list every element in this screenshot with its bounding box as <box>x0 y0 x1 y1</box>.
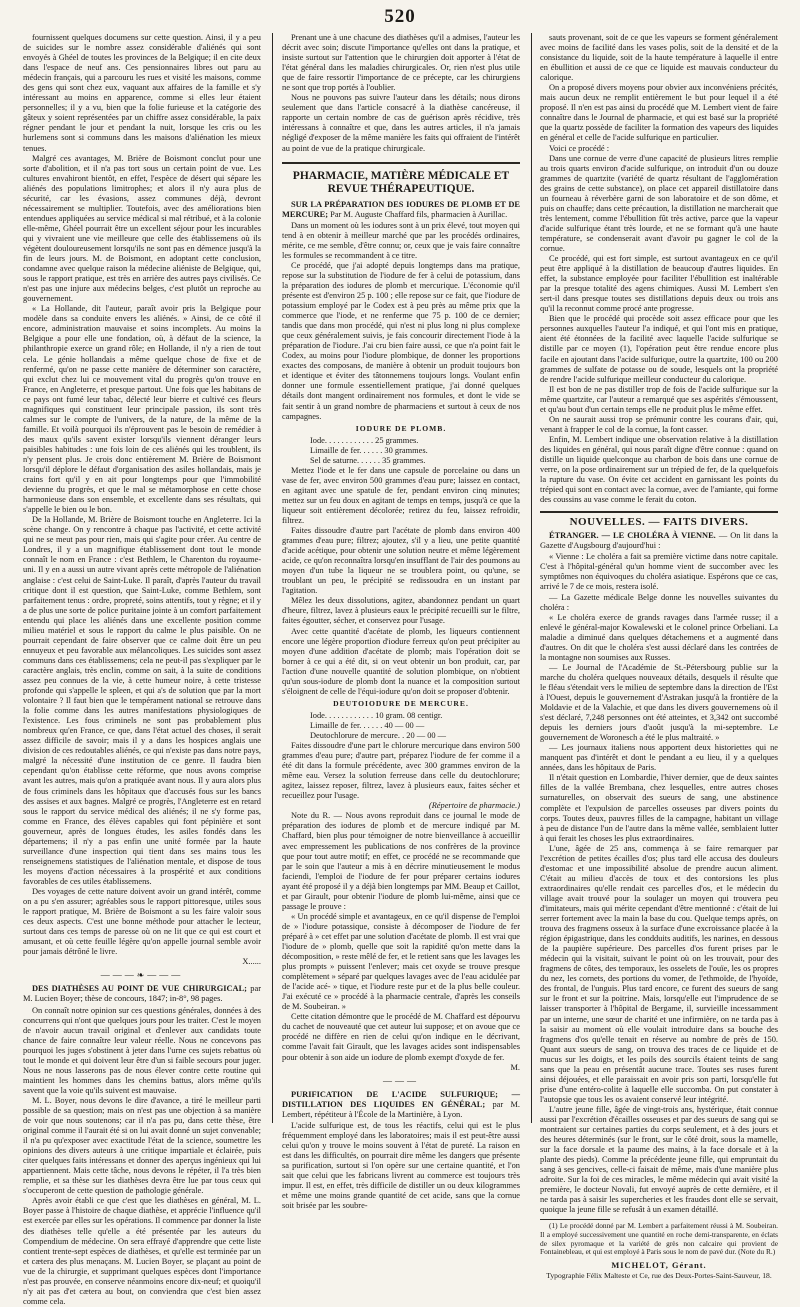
ornament-divider: ——— <box>383 1075 419 1086</box>
article-byline: par M. Lucien Boyer; thèse de concours, 1847; in-8°, 98 pages. <box>23 984 261 1004</box>
paragraph: Mêlez les deux dissolutions, agitez, abandonnez pendant un quart d'heure, filtrez, lavez à plusieurs eaux le précipité recueilli sur le filtre, faites égoutter, sécher, et conservez pour l'usage. <box>282 596 520 626</box>
footnote-rule <box>540 1219 610 1220</box>
paragraph: Ce procédé, que j'ai adopté depuis longtemps dans ma pratique, repose sur la substitution de l'iodure de fer à celui de potassium, dans la préparation des iodures de plomb et mercurique. L'économie qu'il présente est d'environ 25 p. 100 ; elle repose sur ce fait, que l'iodure de potassium employé par le Codex est à peu près au même prix que la commerce que l'iode, et ne renferme que 75 p. 100 de ce dernier; tandis que dans mon procédé, qui n'est ni plus long ni plus complexe que ceux généralement suivis, je fais concourir directement l'iode à la préparation de l'iodure. J'ai cru bien faire aussi, ce que n'a point fait le Codex, au moins pour l'iodure plombique, de donner les proportions exactes des composans, de manière à obtenir un produit toujours bon et identique et éviter des tâtonnemens toujours longs. Voulant enfin donner une formule essentiellement pratique, j'ai donné quelques détails dont mangent ordinairement nos formules, et dont le vide se fait sentir à un grand nombre de pharmaciens et surtout à ceux de nos campagnes. <box>282 260 520 421</box>
paragraph: L'acide sulfurique est, de tous les réactifs, celui qui est le plus fréquemment employé dans les laboratoires; mais il est peut-être aussi celui qu'on y trouve le moins souvent à l'état de pureté. La raison en est dans les difficultés, on pourrait dire même les dangers que présente sa purification, surtout si l'on opère sur une certaine quantité, et l'on sait que celui que les fabricans livrent au commerce est toujours très impur. Il est, en effet, très difficile de distiller un ou deux kilogrammes et même une moins grande quantité de cet acide, sans que la cornue soit brisée par les soubre- <box>282 1120 520 1211</box>
paragraph: Dans un moment où les iodures sont à un prix élevé, tout moyen qui tend à en obtenir à meilleur marché que par les procédés ordinaires, mérite, ce me semble, d'être connu; or, ceux que je vais faire connaître les formules se recommandent à ce titre. <box>282 220 520 260</box>
footnote: (1) Le procédé donné par M. Lembert a parfaitement réussi à M. Soubeiran. Il a employé successivement une quantité en roche demi-transparente, en éclats de silex pyromaque et la variété de grès non calcaire qui provient de Fontainebleau, et qui est employé à Paris sous le nom de pavé dur. (Note du R.) <box>540 1221 778 1257</box>
recipe-line: Sel de saturne. . . . . . 35 grammes. <box>310 455 426 465</box>
recipe-line: Iode. . . . . . . . . . . . 25 grammes. <box>310 435 419 445</box>
paragraph: — La Gazette médicale Belge donne les nouvelles suivantes du choléra : <box>540 592 778 612</box>
paragraph: — Les journaux italiens nous apportent deux historiettes qui ne manquent pas d'intérêt et dont le pendant a eu lieu, il y a quelques années, dans les hôpitaux de Paris. <box>540 743 778 773</box>
paragraph: Après avoir établi ce que c'est que les diathèses en général, M. L. Boyer passe à l'histoire de chaque diathèse, et apprécie l'influence qu'il est exercée par elles sur les opérations. Il commence par donner la liste des diathèses telle qu'elle a été présentée par les auteurs du Compendium de médecine. On sera effrayé d'apprendre que cette liste contient trente-sept espèces de diathèses, et qu'elle est terminée par un et cætera des plus menaçans. M. Lucien Boyer, se plaçant au point de vue de la chirurgie, et supprimant quelques espèces dont l'importance n'est pas prouvée, en conserve néanmoins encore dix-neuf; et quoiqu'il n'y ait pas d'et cætera au bout, on conviendra que c'est bien assez comme cela. <box>23 1196 261 1306</box>
paragraph: Des voyages de cette nature doivent avoir un grand intérêt, comme on a pu s'en assurer; agréables sous le rapport pittoresque, utiles sous le rapport pratique, M. Brière de Boismont a su les faire valoir sous ces deux aspects. C'est une bonne méthode pour attacher le lecteur, surtout dans ces temps de paresse où on ne lit que ce qui est court et amusant, et où cette feuille légère qu'on appelle journal semble avoir pour jamais détrôné le livre. <box>23 886 261 957</box>
article-byline: Par M. Auguste Chaffard fils, pharmacien à Aurillac. <box>328 209 508 219</box>
paragraph: Malgré ces avantages, M. Brière de Boismont conclut pour une sorte d'abolition, et il n'a pas tort sous un certain point de vue. Les cultures envahiront bientôt, en effet, l'espèce de désert qui sépare les aliénés des populations limitrophes; et alors il n'y aura plus de sécurité, car les évasions, assez communes déjà, devront nécessairement se multiplier. Toutefois, avec des améliorations bien entendues appliquées au service médical si mal rétribué, et à la colonie elle-même, Ghéel pourrait être un excellent séjour pour les incurables qui y vivraient une vie meilleure que celle des établissemens où ils végètent douloureusement lorsqu'ils ne sont pas en démence jusqu'à la fin de leurs jours. M. de Boismont, en adoptant cette conclusion, condamne avec quelque raison la médecine aliéniste de Belgique, qui, sous le rapport pratique, est très en arrière des autres pays civilisés. Ce n'est pas une injure aux médecins belges, c'est plutôt un reproche au gouvernement. <box>23 153 261 304</box>
paragraph: Bien que le procédé qui procède soit assez efficace pour que les personnes auxquelles l'auteur l'a indiqué, et qui l'ont mis en pratique, aient été étonnées de la facilité avec laquelle l'acide sulfurique se distille par ce moyen (1), l'opération peut être rendue encore plus facile en ajoutant dans l'acide sulfurique, outre la quartzite, 100 ou 200 grammes de sulfate de potasse ou de soude, lesquels ont la propriété de rendre l'acide sulfurique meilleur conducteur du calorique. <box>540 314 778 384</box>
news-title-text: ÉTRANGER. — LE CHOLÉRA À VIENNE. <box>549 531 716 541</box>
recipe-line: Limaille de fer. . . . . . 30 grammes. <box>310 445 428 455</box>
paragraph: On a proposé divers moyens pour obvier aux inconvéniens précités, mais aucun deux ne remplit entièrement le but pour lequel il a été proposé. Il n'en est pas ainsi du procédé que M. Lembert vient de faire connaître dans le Journal de pharmacie, et qui est basé sur la propriété que la quartz possède de faciliter la formation des vapeurs des liquides en général et celle de l'acide sulfurique en particulier. <box>540 83 778 143</box>
paragraph: Faites dissoudre d'autre part l'acétate de plomb dans environ 400 grammes d'eau pure; filtrez; ajoutez, s'il y a lieu, une petite quantité d'acide acétique, pour obtenir une solution neutre et même légèrement acide, ce qu'on reconnaîtra lorsqu'en insufflant de l'air des poumons au moyen d'un tube la liqueur ne se troublera point, ou qu'une, se troublant un peu, le précipité se redissoudra en un instant par l'agitation. <box>282 526 520 596</box>
paragraph: M. L. Boyer, nous devons le dire d'avance, a tiré le meilleur parti possible de sa question; mais on n'est pas une objection à sa manière de voir que nous soutenons; car il n'a pas pu, dans cette thèse, être original comme il l'aurait été si on lui avait donné un sujet convenable; il n'a pu qu'exposer avec exactitude l'état de la science, soumettre les opinions des divers auteurs à une critique impartiale et éclairée, puis citer quelques faits intéressans et donner des aperçus ingénieux qui lui appartiennent. Mais cette tâche, nous devons le répéter, il l'a très bien remplie, et sa thèse sur les diathèses devra être lue par tous ceux qui s'occuperont de cette question de pathologie générale. <box>23 1095 261 1196</box>
paragraph: Nous ne pouvons pas suivre l'auteur dans les détails; nous dirons seulement que dans l'article consacré à la diathèse cancéreuse, il rapporte un certain nombre de cas de guérison après récidive, très intéressans à connaître et que, dans les autres articles, il n'a jamais négligé d'exposer de la même manière les faits qui offraient de l'intérêt au point de vue de la pratique chirurgicale. <box>282 93 520 153</box>
signature: X...... <box>242 957 261 967</box>
paragraph: Avec cette quantité d'acétate de plomb, les liqueurs contiennent encore une légère proportion d'iodure ferreux qu'on peut précipiter au moyen d'une addition d'acétate de plomb; mais l'opération doit se borner à ce qui a été dit, si on veut obtenir un bon produit, car, par l'action d'une nouvelle quantité de solution plombique, on n'obtient qu'un sous-iodure de plomb dont la nuance et la composition surtout s'éloignent de celle de l'équi-iodure qu'on doit se proposer d'obtenir. <box>282 626 520 696</box>
paragraph: Enfin, M. Lembert indique une observation relative à la distillation des liquides en général, qui nous paraît digne d'être connue : quand on distille un liquide quelconque au charbon de bois dans une cornue de verre, on la pose ordinairement sur un trépied de fer, de la quelquefois la rupture du vase. On évite cet accident en garnissant les points du trépied qui sont en contact avec la cornue, avec de l'amiante, qui forme des coussins au vase comme le ferait du coton. <box>540 434 778 505</box>
paragraph: Il n'était question en Lombardie, l'hiver dernier, que de deux saintes filles de la vallée Brembana, chez lesquelles, entre autres choses surnaturelles, on observait des sueurs de sang, une abstinence complète et l'expulsion de parcelles osseuses par divers points du corps. Toutes deux, pauvres filles de la campagne, habitant un village à peu de distance l'un de l'autre dans la même vallée, semblaient lutter à qui ferait les choses les plus extraordinaires. <box>540 773 778 843</box>
paragraph: fournissent quelques documens sur cette question. Ainsi, il y a peu de suicides sur le nombre assez considérable d'aliénés qui sont envoyés à Ghéel de toutes les provinces de la Belgique; il en cite deux dans l'espace de neuf ans. Ces pensionnaires libres out paru au médecin français, qui a parcouru les rues et visité les maisons, comme des gens qui sont chez eux, vaquant aux affaires de la famille et s'y intéressant au moins en apparence, comme si elles leur étaient personnelles; il y a vu, bien que la folie furieuse et la catégorie des gâteux y soient représentées par un chiffre assez considérable, la paix régner pendant le jour et pendant la nuit, lorsque les cris ou les hurlemens sont si communs dans les maisons d'aliénation les mieux tenues. <box>23 33 261 153</box>
gerant-line: MICHELOT, Gérant. <box>611 1260 707 1270</box>
source-reference: (Répertoire de pharmacie.) <box>428 801 520 811</box>
article-title-text: SUR LA PRÉPARATION DES IODURES DE PLOMB ET DE MERCURE; <box>282 199 520 219</box>
paragraph: L'autre jeune fille, âgée de vingt-trois ans, hystérique, était connue aussi par l'excrétion d'écailles osseuses et par des sueurs de sang qui se montraient sur certaines parties du corps seulement, et à des jours et des heures déterminés (sur le front, sur le côté droit, sous la mamelle, sur la face dorsale et la paume des mains, à la face dorsale et à la plante des pieds). Comme la précédente jeune fille, qui empruntait du sang à ses gencives, celle-ci faisait de même, mais d'une manière plus adroite. Sur la foi de ces miracles, le même médecin qui avait visité la première, le docteur Novali, fut envoyé auprès de cette dernière, et il ne tarda pas à saisir les supercheries et les fraudes dont elle se servait, quoique la jeune fille se refusât à un examen détaillé. <box>540 1104 778 1215</box>
paragraph: « Vienne : Le choléra a fait sa première victime dans notre capitale. C'est à l'hôpital-général qu'un homme vient de succomber avec les symptômes non équivoques du choléra asiatique. Espérons que ce cas, arrivé le 7 de ce mois, restera isolé. <box>540 552 778 592</box>
paragraph: On connaît notre opinion sur ces questions générales, données à des concurrens qui n'ont que quelques jours pour les traiter. C'est le moyen de n'avoir aucun travail original et d'enlever aux candidats toute chance de faire connaître leur valeur réelle. Nous ne concevons pas pourquoi les juges s'obstinent à jeter dans l'urne ces sujets rebattus où tout le monde et qui doivent leur être d'un si faible secours pour juger. Nous ne nous lasserons pas de nous élever contre cette routine qui maintient les hommes dans les chemins battus, alors même qu'ils savent que la voie qu'ils suivent est mauvaise. <box>23 1005 261 1095</box>
paragraph: Voici ce procédé : <box>549 143 610 153</box>
article-title-text: DES DIATHÈSES AU POINT DE VUE CHIRURGICAL; <box>32 984 247 994</box>
column-middle <box>282 33 520 1211</box>
paragraph: Faites dissoudre d'une part le chlorure mercurique dans environ 500 grammes d'eau pure; d'autre part, préparez l'iodure de fer comme il a été dit dans la formule précédente, avec 300 grammes environ de la même eau. Versez la solution ferreuse dans celle du deutochlorure; agitez, laissez reposer, filtrez, lavez à plusieurs eaux, faites sécher et recueillez pour l'usage. <box>282 741 520 801</box>
article-title <box>282 200 520 220</box>
news-heading: NOUVELLES. — FAITS DIVERS. <box>540 511 778 527</box>
ornament-divider: ———❧——— <box>100 970 184 981</box>
paragraph: Il est bon de ne pas distiller trop de fois de l'acide sulfurique sur la même quartzite, car l'auteur a remarqué que ses aspérités s'émoussent, et qu'au bout d'un certain temps elle ne produit plus le même effet. <box>540 384 778 414</box>
paragraph: On ne saurait aussi trop se prémunir contre les courans d'air, qui, venant à frapper le col de la cornue, la font casser. <box>540 414 778 434</box>
paragraph: « La Hollande, dit l'auteur, paraît avoir pris la Belgique pour modèle dans sa conduite envers les aliénés. » Ainsi, de ce côté il encore, administration mauvaise et soins incomplets. Au moins la Belgique a pour elle une fondation, où, à défaut de la science, la philanthropie exerce un grand rôle; en Hollande, il n'y a rien de tout cela. Le génie hollandais a même quelque chose de fixe et de renfermé, qu'on ne passe cette manière de déterminer son caractère, qui exclut chez lui ce mouvement vital du progrès qu'on trouve en France, en Angleterre, et presque partout. Une fois que les habitans de ce pays ont fumé leur tabac, délecté leur bierre et cultivé ces fleurs magnifiques qui constituent leur principale passion, ils sont très calmes sur le compte de l'univers, de la nature, de la même de la famille. Et voilà pourquoi ils n'éprouvent pas le besoin de remédier à des maux qu'ils savent exister lorsqu'ils viennent déranger leurs paisibles habitudes : une fois loin de ces aliénés qui les troublent, ils n'y pensent plus. Je crois donc entièrement M. Brière de Boismont lorsqu'il déplore le défaut d'organisation des asiles hollandais, mais je crains fort qu'il y en ait pour longtemps pour que l'immobilité devienne du progrès, et que le mal se métamorphose en cette chose harmonieuse dans son ensemble, et excellente dans ses résultats, qui s'appelle le bien ou le bon. <box>23 304 261 515</box>
paragraph: Cette citation démontre que le procédé de M. Chaffard est dépourvu du cachet de nouveauté que cet auteur lui suppose; et on avoue que ce procédé ne diffère en rien de celui qu'on indique en le décrivant, comme l'avait fait Girault, que les lavages acides sont indispensables pour obtenir à son aide un iodure de plomb exempt d'oxyde de fer. <box>282 1012 520 1062</box>
page-number: 520 <box>384 6 416 27</box>
column-rule <box>272 33 273 1123</box>
recipe-line: Deutochlorure de mercure. . 20 — 00 — <box>310 731 447 740</box>
news-lead: — On lit dans la Gazette d'Augsbourg d'aujourd'hui : <box>540 531 778 551</box>
column-right <box>540 33 778 1280</box>
paragraph: « Un procédé simple et avantageux, en ce qu'il dispense de l'emploi de » l'iodure potassique, consiste à décomposer de l'iodure de fer préparé à » cet effet par une solution d'acétate de plomb. Il est vrai que l'iodure de » plomb, quelle que soit la rapidité qu'on mette dans la décomposition, » reste mêlé de fer, et le retient sans que les lavages les plus prompts » puissent l'enlever; mais cet oxyde se trouve presque complètement » séparé par quelques lavages avec de l'eau acidulée par de l'acide acé- » tique, et l'iodure reste pur et de la plus belle couleur. J'ai exécuté ce » procédé à la pharmacie centrale, d'après les conseils de M. Soubeiran. » <box>282 911 520 1012</box>
column-rule <box>531 33 532 1123</box>
recipe-title: DEUTOIODURE DE MERCURE. <box>333 698 469 708</box>
paragraph: sauts provenant, soit de ce que les vapeurs se forment généralement avec moins de facilité dans les vases polis, soit de la densité et de la consistance du liquide, soit de la haute température à laquelle il entre en ébullition et aussi de ce que ce liquide est mauvais conducteur du calorique. <box>540 33 778 83</box>
paragraph: Note du R. — Nous avons reproduit dans ce journal le mode de préparation des iodures de plomb et de mercure indiqué par M. Chaffard, bien plus pour témoigner de notre bienveillance à accueillir avec empressement les publications de nos confrères de la province que pour tout autre motif; en effet, ce procédé ne se recommande que par le soin que l'auteur a mis à en décrire minutieusement le modus faciendi, l'emploi de l'iodure de fer pour préparer certains iodures ayant été proposé il y a déjà bien longtemps par MM. Beaup et Caillot, et par Girault, pour obtenir l'iodure de plomb lui-même, ainsi que ce passage le prouve : <box>282 811 520 911</box>
section-heading: PHARMACIE, MATIÈRE MÉDICALE ET REVUE THÉRAPEUTIQUE. <box>282 162 520 196</box>
recipe-line: Iode. . . . . . . . . . . . 10 gram. 08 centigr. <box>310 710 443 720</box>
signature: M. <box>510 1062 520 1072</box>
paragraph: — Le Journal de l'Académie de St.-Pétersbourg publie sur la marche du choléra quelques nouveaux détails, desquels il résulte que le fléau s'étendait vers le milieu de septembre dans la direction de l'Est à l'Ouest, depuis le gouvernement d'Astrakan jusqu'à la frontière de la Moldavie et de la Valachie, et que dans les divers gouvernemens où il s'est déclaré, 7,248 personnes ont été atteintes, et 3,342 ont succombé depuis les derniers jours d'août jusqu'à la mi-septembre. Le gouvernement de Woronesch a été le plus maltraité. » <box>540 662 778 743</box>
article-byline: par M. Lembert, répétiteur à l'École de la Martinière, à Lyon. <box>282 1099 520 1119</box>
imprint <box>540 1261 778 1281</box>
article-title-text: PURIFICATION DE L'ACIDE SULFURIQUE; — DISTILLATION DES LIQUIDES EN GÉNÉRAL; <box>282 1089 520 1109</box>
paragraph: De la Hollande, M. Brière de Boismont touche en Angleterre. Ici la scène change. On y rencontre à chaque pas l'activité, et cette activité qui ne se meut pas pour rien, mais qui s'agite pour créer. Au centre de Londres, il y a un magnifique établissement dont tout le monde connaît le nom en France : c'est Bethlem, le Charenton du royaume-uni. Il y en a aussi un autre vivant après cette métropole de l'aliénation anglaise : c'est celui de Saint-Luke. Il paraît, d'après l'auteur du travail critique dont il est question, que Saint-Luke, comme Bethlem, sont parfaitement tenus : ordre, propreté, soins attentifs, tout y règne; et il y a de plus une sorte de police puritaine jointe à un comfort parfaitement entendu qui place les aliénés dans une excellente position comme milieu matériel et sous le rapport du calme le plus paisible. On ne pourrait cependant de faire observer que ce calme doit être un peu ennuyeux et peu favorable aux mélancoliques. Les suicides sont assez communs dans ces établissemens; cela ne peut-il pas s'expliquer par le caractère anglais, très enclin, comme on sait, à la suite de conditions assez peu connues de la vie, à cette humeur noire, à cette tristesse profonde qui s'appelle le spleen, et qui a's de solution que par la mort volontaire ? Il faut bien que le tempérament national se retrouve dans la folie comme dans les autres manifestations physiologiques de l'existence. Les fous criminels ne sont pas probablement plus nombreux qu'en France, ce que, dans l'état actuel des choses, il serait assez difficile de savoir; mais il y a dans les hospices anglais une division de ces redoutables aliénés, ce qui n'existe pas dans notre pays, malgré la nécessité d'une institution de ce genre. Il faudra bien cependant qu'on établisse cette réforme, que nous avons comprise avant les autres, mais qu'on a pratiquée avant nous. Il y aura alors plus de fous criminels dans les hôpitaux que d'accusés fous sur les bancs des assises et aux bagnes. Malgré ce progrès, l'Angleterre est en retard sous le rapport du service médical des aliénés; il ne s'y forme pas, comme en France, des élèves capables qui font pépinière et sont gouverneur, après de longues études, les asiles fondés dans les départemens; il n'y a pas enfin une unité formée par la haute surveillance d'une inspection qui tient dans ses mains tous les renseignemens statistiques de l'aliénation mentale, et dispose de tous les moyens d'action nécessaires à la prospérité et aux conditions favorables de ces utiles établissemens. <box>23 515 261 886</box>
recipe-line: Limaille de fer. . . . . . 40 — 00 — <box>310 720 425 730</box>
paragraph: « Le choléra exerce de grands ravages dans l'armée russe; il a enlevé le général-major Kowalewski et le colonel prince Orbeliani. La maladie a diminué dans quelques détachemens et a augmenté dans d'autres. On dit que le choléra s'est aussi déclaré dans les contrées de la montagne non soumises aux Russes. <box>540 612 778 662</box>
printer-line: Typographie Félix Malteste et Ce, rue des Deux-Portes-Saint-Sauveur, 18. <box>546 1270 772 1280</box>
news-title <box>540 531 778 551</box>
paragraph: Mettez l'iode et le fer dans une capsule de porcelaine ou dans un vase de fer, avec environ 500 grammes d'eau pure; laissez en contact, en agitant avec une spatule de fer, pendant environ cinq minutes; mettez sur un feu doux en agitant de temps en temps, jusqu'à ce que la liqueur soit entièrement décolorée; retirez du feu, laissez refroidir, filtrez. <box>282 465 520 526</box>
article-title <box>282 1090 520 1120</box>
paragraph: L'une, âgée de 25 ans, commença à se faire remarquer par l'excrétion de petites écailles d'os; plus tard elle accusa des douleurs d'estomac et une impossibilité absolue de prendre aucun aliment. C'était au milieu d'accès de toux et des contorsions les plus extraordinaires qu'elle rendait ces parcelles d'os, et le médecin du village avait trouvé pour la soulager un moyen qui trouvera peu d'imitateurs, mais qui mérite cependant d'être mentionné : c'était de lui serrer fortement avec la main la base du cou. Quelque temps après, on trouva des fragmens osseux à la surface d'une excroissance placée à la région épigastrique, dans les condduits auditifs, les narines, en dessous de la paupière supérieure. Des parcelles d'os furent prises par le médecin qui la visitait, suivant le point où on les trouvait, pour des fragmens de côtes, des temporaux, les osselets de l'ouïe, les os propres du nez, les cornets, des portions du vomer, de l'ethmoïde, de l'hyoïde, des frontal, de l'unguis. Plus tard encore, ce furent des sueurs de sang sur le front et sur la poitrine. Mais, lorsqu'elle eut l'imprudence de se laisser transporter à l'hôpital de Bergame, il, survieille incessamment par un interne, une sœur de charité et une infirmière, on ne tarda pas à la saisir au moment où elle voulait introduire dans sa bouche des fragmens d'os qu'elle tenait en réserve au nombre de près de 150. Quant aux sueurs de sang, on trouva des traces de ce liquide et de mucus sur les doigts, et les poils des sourcils étaient teints de sang sans que la peau en présentât aucune trace. Toutes ses ruses furent ainsi déjouées, et elle paraissait en avoir pris son parti, lorsqu'elle fut prise d'une entéro-colite à laquelle elle succomba. On put constater à l'autopsie que tous les os avaient conservé leur intégrité. <box>540 843 778 1104</box>
recipe-title: IODURE DE PLOMB. <box>355 423 447 433</box>
article-title <box>23 984 261 1004</box>
paragraph: Ce procédé, qui est fort simple, est surtout avantageux en ce qu'il peut être appliqué à la distillation de beaucoup d'autres liquides. En effet, la substance employée pour faciliter l'ébullition est inaltérable par la presque totalité des agens chimiques. Aussi M. Lembert s'en sert-il dans presque toutes ses distillations depuis deux ou trois ans qu'il la reconnut comme procé ante progresse. <box>540 254 778 314</box>
paragraph: Dans une cornue de verre d'une capacité de plusieurs litres remplie au trois quarts environ d'acide sulfurique, on introduit d'un ou douze grammes de quartzite (variété de quartz résultant de l'agglomération des grains de cette substance), on place cet appareil distillatoire dans un fourneau à réverbère garni de son laboratoire et de son dôme, et puis on chauffe; dans cette précaution, la distillation ne marcherait que très lentement, comme l'ébullition fût très active, parce que la vapeur d'acide sulfurique étant très lourde, et ne se formant qu'à une haute température, se condenserait avant d'avoir pu gagner le col de la cornue. <box>540 153 778 253</box>
column-left <box>23 33 261 1306</box>
paragraph: Prenant une à une chacune des diathèses qu'il a admises, l'auteur les décrit avec soin; discute l'importance qu'elles ont dans la pratique, et insiste surtout sur l'attention que le chirurgien doit apporter à l'état de l'état général dans les maladies chirurgicales. Or, rien n'est plus utile que de faire ressortir l'importance de ce précepte, car les chirurgiens ne sont que trop portés à l'oublier. <box>282 33 520 93</box>
